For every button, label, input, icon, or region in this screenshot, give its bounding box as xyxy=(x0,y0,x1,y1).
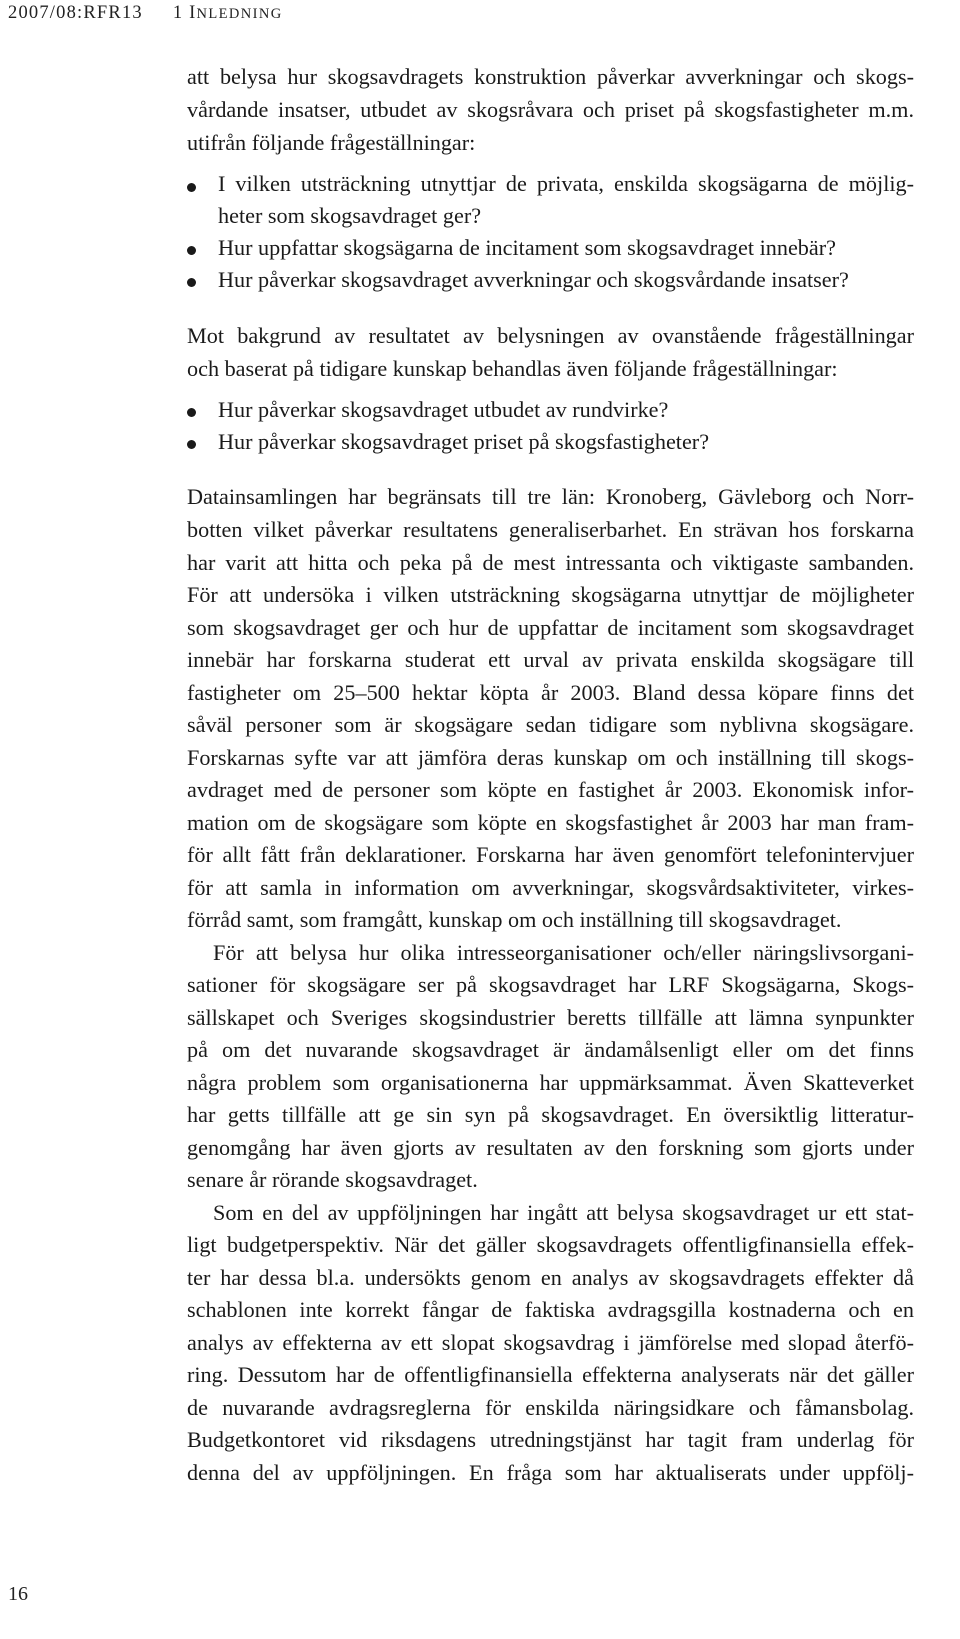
text-line: några problem som organisationerna har uppmärksammat. Även Skatteverket xyxy=(187,1070,914,1095)
list-item: Hur påverkar skogsavdraget avverkningar och skogsvårdande insatser? xyxy=(218,267,849,292)
text-line: analys av effekterna av ett slopat skogsavdrag i jämförelse med slopad återfö- xyxy=(187,1330,914,1355)
report-code: 2007/08:RFR13 xyxy=(8,3,143,23)
text-line: ligt budgetperspektiv. När det gäller skogsavdragets offentligfinansiella effek- xyxy=(187,1232,914,1257)
chapter-title-rest: NLEDNING xyxy=(196,6,283,22)
text-line: Som en del av uppföljningen har ingått att belysa skogsavdraget ur ett stat- xyxy=(213,1200,914,1225)
text-line: botten vilket påverkar resultatens generaliserbarhet. En strävan hos forskarna xyxy=(187,517,914,542)
bullet-icon xyxy=(187,440,196,449)
page-number: 16 xyxy=(8,1583,28,1605)
text-line: sationer för skogsägare ser på skogsavdraget har LRF Skogsägarna, Skogs- xyxy=(187,972,914,997)
text-line: För att undersöka i vilken utsträckning skogsägarna utnyttjar de möjligheter xyxy=(187,582,914,607)
text-line: att belysa hur skogsavdragets konstruktion påverkar avverkningar och skogs- xyxy=(187,64,914,89)
text-line: mation om de skogsägare som köpte en skogsfastighet år 2003 har man fram- xyxy=(187,810,914,835)
list-item: Hur påverkar skogsavdraget priset på skogsfastigheter? xyxy=(218,429,710,454)
text-line: Mot bakgrund av resultatet av belysningen av ovanstående frågeställningar xyxy=(187,323,914,348)
list-item: Hur påverkar skogsavdraget utbudet av rundvirke? xyxy=(218,397,669,422)
text-line: vårdande insatser, utbudet av skogsråvara och priset på skogsfastigheter m.m. xyxy=(187,97,914,122)
text-line: och baserat på tidigare kunskap behandlas även följande frågeställningar: xyxy=(187,356,838,381)
text-line: Forskarnas syfte var att jämföra deras kunskap om och inställning till skogs- xyxy=(187,745,914,770)
list-item: Hur uppfattar skogsägarna de incitament som skogsavdraget innebär? xyxy=(218,235,836,260)
text-line: denna del av uppföljningen. En fråga som har aktualiserats under uppfölj- xyxy=(187,1460,914,1485)
text-line: Datainsamlingen har begränsats till tre län: Kronoberg, Gävleborg och Norr- xyxy=(187,484,914,509)
running-head xyxy=(8,3,283,24)
bullet-icon xyxy=(187,246,196,255)
text-line: de nuvarande avdragsreglerna för enskilda näringsidkare och fåmansbolag. xyxy=(187,1395,914,1420)
text-line: på om det nuvarande skogsavdraget är ändamålsenligt eller om det finns xyxy=(187,1037,914,1062)
text-line: förråd samt, som framgått, kunskap om och inställning till skogsavdraget. xyxy=(187,907,842,932)
text-line: innebär har forskarna studerat ett urval av privata enskilda skogsägare till xyxy=(187,647,914,672)
text-line: genomgång har även gjorts av resultaten av den forskning som gjorts under xyxy=(187,1135,914,1160)
chapter-number: 1 xyxy=(172,3,184,23)
chapter-title-initial: I xyxy=(189,3,197,23)
text-line: såväl personer som är skogsägare sedan tidigare som nyblivna skogsägare. xyxy=(187,712,914,737)
text-line: senare år rörande skogsavdraget. xyxy=(187,1167,478,1192)
text-line: ter har dessa bl.a. undersökts genom en analys av skogsavdragets effekter då xyxy=(187,1265,914,1290)
text-line: för allt fått från deklarationer. Forskarna har även genomfört telefonintervjuer xyxy=(187,842,914,867)
bullet-icon xyxy=(187,183,196,192)
bullet-icon xyxy=(187,278,196,287)
list-item-continuation: heter som skogsavdraget ger? xyxy=(218,203,482,228)
text-line: för att samla in information om avverkningar, skogsvårdsaktiviteter, virkes- xyxy=(187,875,914,900)
text-line: utifrån följande frågeställningar: xyxy=(187,130,476,155)
text-line: fastigheter om 25–500 hektar köpta år 2003. Bland dessa köpare finns det xyxy=(187,680,914,705)
text-line: sällskapet och Sveriges skogsindustrier beretts tillfälle att lämna synpunkter xyxy=(187,1005,914,1030)
text-line: avdraget med de personer som köpte en fastighet år 2003. Ekonomisk infor- xyxy=(187,777,914,802)
text-line: har varit att hitta och peka på de mest intressanta och viktigaste sambanden. xyxy=(187,550,914,575)
text-line: schablonen inte korrekt fångar de faktiska avdragsgilla kostnaderna och en xyxy=(187,1297,914,1322)
text-line: ring. Dessutom har de offentligfinansiella effekterna analyserats när det gäller xyxy=(187,1362,914,1387)
text-line: som skogsavdraget ger och hur de uppfattar de incitament som skogsavdraget xyxy=(187,615,914,640)
bullet-icon xyxy=(187,408,196,417)
text-line: har getts tillfälle att ge sin syn på skogsavdraget. En översiktlig litteratur- xyxy=(187,1102,914,1127)
list-item: I vilken utsträckning utnyttjar de privata, enskilda skogsägarna de möjlig- xyxy=(218,171,914,196)
text-line: Budgetkontoret vid riksdagens utredningstjänst har tagit fram underlag för xyxy=(187,1427,914,1452)
text-line: För att belysa hur olika intresseorganisationer och/eller näringslivsorgani- xyxy=(213,940,914,965)
